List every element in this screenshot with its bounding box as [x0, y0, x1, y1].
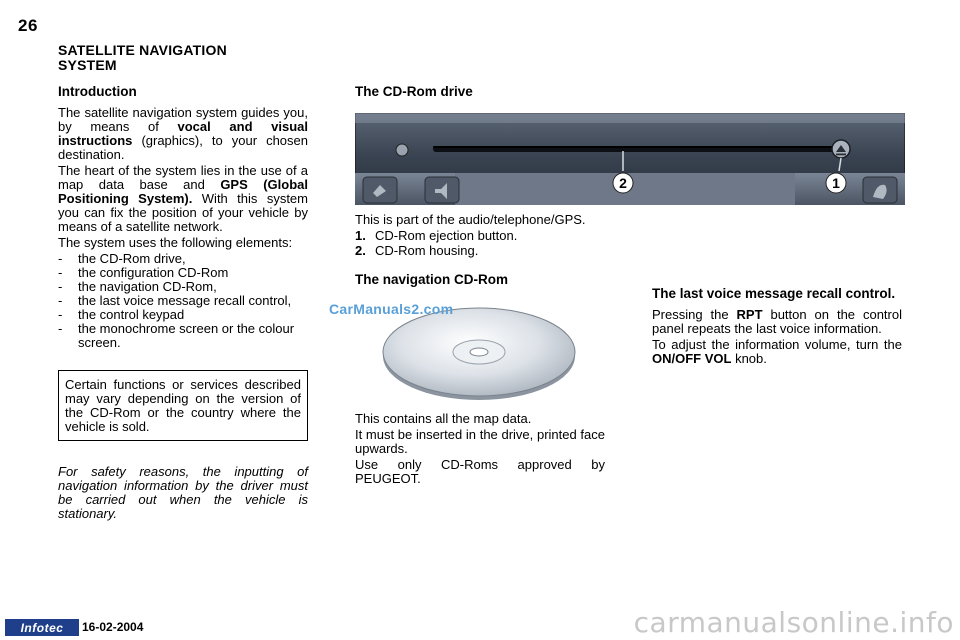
list-item: - the CD-Rom drive, [58, 252, 308, 266]
list-item: - the last voice message recall control, [58, 294, 308, 308]
navigation-cd-heading: The navigation CD-Rom [355, 272, 509, 287]
callout-1: 1 [832, 175, 840, 191]
callout-2: 2 [619, 175, 627, 191]
numbered-item-2: 2. CD-Rom housing. [355, 243, 479, 258]
introduction-paragraph-3: The system uses the following elements: [58, 235, 293, 250]
footer-date: 16-02-2004 [82, 620, 144, 634]
navigation-cd-paragraph-3: Use only CD-Roms approved by PEUGEOT. [355, 457, 605, 486]
introduction-section [58, 84, 308, 521]
notice-box: Certain functions or services described may vary depending on the version of the CD-Rom or the country where the vehicle is sold. [58, 370, 308, 441]
page-number: 26 [18, 16, 38, 35]
elements-list [58, 252, 308, 350]
list-item: - the configuration CD-Rom [58, 266, 308, 280]
introduction-heading: Introduction [58, 84, 137, 99]
last-voice-section [652, 286, 902, 368]
list-item: - the monochrome screen or the colour screen. [58, 322, 308, 350]
cd-disc-figure [329, 294, 605, 412]
page-title-line-2: SYSTEM [58, 57, 117, 73]
list-item: - the navigation CD-Rom, [58, 280, 308, 294]
introduction-paragraph-1: The satellite navigation system guides you, by means of vocal and visual instructions (graphics), to your chosen destination. [58, 105, 308, 162]
infotec-logo: Infotec [5, 619, 79, 636]
navigation-cd-paragraph-1: This contains all the map data. [355, 411, 532, 426]
site-watermark: carmanualsonline.info [633, 606, 954, 639]
page-title-line-1: SATELLITE NAVIGATION [58, 42, 227, 58]
cd-drive-description: This is part of the audio/telephone/GPS. [355, 212, 586, 227]
last-voice-paragraph-2: To adjust the information volume, turn the ON/OFF VOL knob. [652, 337, 902, 366]
cd-drive-heading: The CD-Rom drive [355, 84, 473, 99]
last-voice-paragraph-1: Pressing the RPT button on the control panel repeats the last voice information. [652, 307, 902, 336]
page-title [58, 43, 318, 73]
list-item: - the control keypad [58, 308, 308, 322]
cd-drive-image [355, 113, 905, 205]
watermark-text: CarManuals2.com [329, 301, 454, 317]
navigation-cd-paragraph-2: It must be inserted in the drive, printed face upwards. [355, 427, 605, 456]
numbered-item-1: 1. CD-Rom ejection button. [355, 228, 518, 243]
last-voice-heading: The last voice message recall control. [652, 286, 896, 301]
introduction-paragraph-2: The heart of the system lies in the use of a map data base and GPS (Global Positioning System). With this system you can fix the position of your vehicle by means of a satellite network. [58, 163, 309, 234]
safety-note: For safety reasons, the inputting of navigation information by the driver must be carried out when the vehicle is stationary. [58, 464, 308, 521]
